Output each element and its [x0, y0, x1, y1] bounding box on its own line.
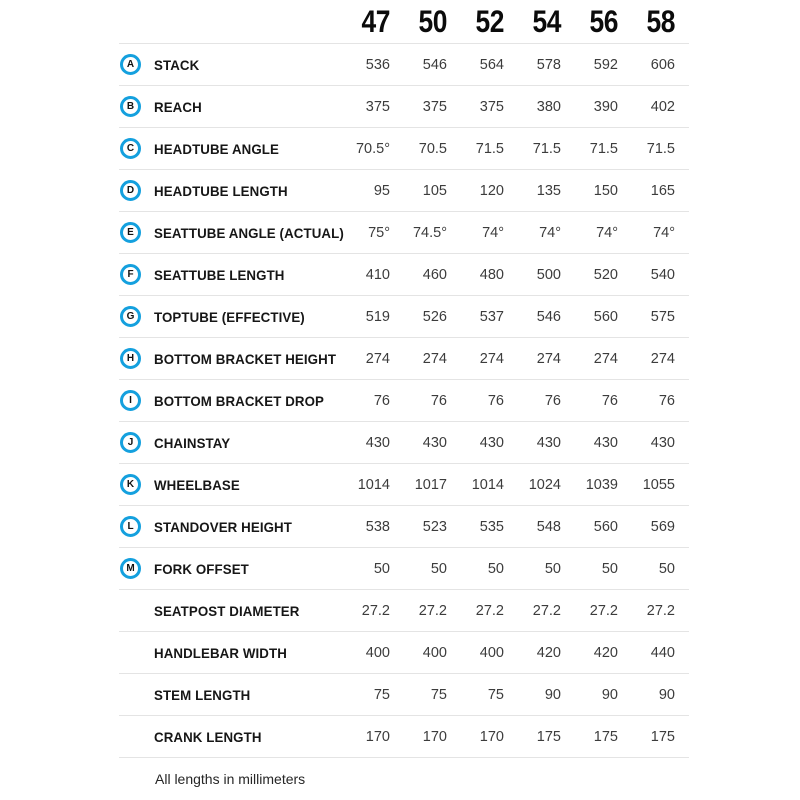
row-value: 75 [487, 686, 504, 703]
row-letter-badge: M [120, 558, 141, 579]
row-value: 274 [650, 350, 675, 367]
row-value: 90 [601, 686, 618, 703]
row-label: CRANK LENGTH [154, 728, 262, 745]
row-value: 575 [650, 308, 675, 325]
row-value: 535 [479, 518, 504, 535]
row-label: SEATTUBE ANGLE (ACTUAL) [154, 224, 344, 241]
row-label: BOTTOM BRACKET HEIGHT [154, 350, 337, 367]
size-column-header: 50 [418, 4, 447, 40]
row-value: 606 [650, 56, 675, 73]
row-letter-badge: F [120, 264, 141, 285]
size-column-header: 52 [475, 4, 504, 40]
size-column-header: 58 [646, 4, 675, 40]
row-value: 390 [593, 98, 618, 115]
row-value: 548 [536, 518, 561, 535]
row-value: 71.5 [532, 140, 561, 157]
row-value: 400 [422, 644, 447, 661]
row-label-cell [119, 726, 333, 747]
row-letter-badge: K [120, 474, 141, 495]
row-value: 150 [593, 182, 618, 199]
row-value: 74° [596, 224, 618, 241]
row-value: 135 [536, 182, 561, 199]
row-value: 27.2 [589, 602, 618, 619]
row-label-cell [119, 54, 333, 75]
row-label-cell [119, 222, 344, 243]
row-label: WHEELBASE [154, 476, 240, 493]
table-row [119, 86, 689, 128]
row-value: 560 [593, 308, 618, 325]
row-value: 546 [536, 308, 561, 325]
geometry-table [119, 0, 689, 787]
row-value: 1014 [471, 476, 504, 493]
row-value: 74° [653, 224, 675, 241]
row-value: 71.5 [646, 140, 675, 157]
row-label-cell [119, 390, 333, 411]
row-value: 74.5° [412, 224, 447, 241]
row-value: 400 [365, 644, 390, 661]
row-value: 76 [601, 392, 618, 409]
row-label-cell [119, 600, 333, 621]
row-value: 592 [593, 56, 618, 73]
row-value: 274 [593, 350, 618, 367]
row-value: 500 [536, 266, 561, 283]
row-label-cell [119, 642, 333, 663]
table-row [119, 170, 689, 212]
row-label-cell [119, 516, 333, 537]
row-value: 523 [422, 518, 447, 535]
table-row [119, 380, 689, 422]
table-row [119, 632, 689, 674]
row-value: 430 [365, 434, 390, 451]
row-value: 27.2 [532, 602, 561, 619]
row-value: 70.5 [418, 140, 447, 157]
row-value: 90 [544, 686, 561, 703]
row-value: 90 [658, 686, 675, 703]
row-value: 430 [650, 434, 675, 451]
row-label: REACH [154, 98, 202, 115]
row-label: SEATPOST DIAMETER [154, 602, 300, 619]
row-value: 71.5 [475, 140, 504, 157]
row-value: 175 [650, 728, 675, 745]
table-row [119, 422, 689, 464]
row-value: 75 [373, 686, 390, 703]
row-value: 175 [593, 728, 618, 745]
table-row [119, 590, 689, 632]
footnote: All lengths in millimeters [155, 771, 306, 787]
row-value: 27.2 [361, 602, 390, 619]
row-value: 76 [658, 392, 675, 409]
table-row [119, 674, 689, 716]
row-label: STACK [154, 56, 200, 73]
row-value: 27.2 [475, 602, 504, 619]
row-value: 50 [601, 560, 618, 577]
row-value: 375 [479, 98, 504, 115]
row-value: 430 [422, 434, 447, 451]
row-value: 1055 [642, 476, 675, 493]
row-value: 375 [365, 98, 390, 115]
row-label-cell [119, 348, 337, 369]
row-label: CHAINSTAY [154, 434, 231, 451]
row-label-cell [119, 138, 333, 159]
row-label-cell [119, 432, 333, 453]
row-value: 410 [365, 266, 390, 283]
row-letter-badge: A [120, 54, 141, 75]
row-value: 440 [650, 644, 675, 661]
table-row [119, 338, 689, 380]
row-label-cell [119, 684, 333, 705]
row-label: SEATTUBE LENGTH [154, 266, 285, 283]
row-value: 50 [544, 560, 561, 577]
row-value: 536 [365, 56, 390, 73]
row-letter-badge: D [120, 180, 141, 201]
row-value: 76 [373, 392, 390, 409]
row-value: 74° [482, 224, 504, 241]
row-value: 27.2 [418, 602, 447, 619]
row-letter-badge: B [120, 96, 141, 117]
row-value: 50 [487, 560, 504, 577]
row-label-cell [119, 474, 333, 495]
row-label: FORK OFFSET [154, 560, 249, 577]
row-label: BOTTOM BRACKET DROP [154, 392, 325, 409]
row-value: 170 [479, 728, 504, 745]
row-value: 274 [536, 350, 561, 367]
row-letter-badge: H [120, 348, 141, 369]
row-value: 520 [593, 266, 618, 283]
row-value: 560 [593, 518, 618, 535]
row-value: 74° [539, 224, 561, 241]
row-value: 71.5 [589, 140, 618, 157]
size-column-header: 56 [589, 4, 618, 40]
row-value: 380 [536, 98, 561, 115]
row-value: 400 [479, 644, 504, 661]
row-value: 537 [479, 308, 504, 325]
row-label: TOPTUBE (EFFECTIVE) [154, 308, 305, 325]
row-value: 564 [479, 56, 504, 73]
table-row [119, 212, 689, 254]
row-value: 1039 [585, 476, 618, 493]
row-value: 420 [536, 644, 561, 661]
row-value: 50 [658, 560, 675, 577]
table-row [119, 128, 689, 170]
row-label: STEM LENGTH [154, 686, 251, 703]
row-label-cell [119, 558, 333, 579]
row-value: 274 [422, 350, 447, 367]
table-row [119, 548, 689, 590]
row-value: 274 [365, 350, 390, 367]
row-label: HEADTUBE ANGLE [154, 140, 279, 157]
row-value: 430 [593, 434, 618, 451]
row-value: 480 [479, 266, 504, 283]
row-label-cell [119, 96, 333, 117]
row-value: 526 [422, 308, 447, 325]
row-value: 375 [422, 98, 447, 115]
table-row [119, 464, 689, 506]
row-value: 578 [536, 56, 561, 73]
row-value: 76 [430, 392, 447, 409]
row-value: 75° [368, 224, 390, 241]
row-value: 27.2 [646, 602, 675, 619]
row-label: HEADTUBE LENGTH [154, 182, 288, 199]
row-value: 76 [544, 392, 561, 409]
row-value: 420 [593, 644, 618, 661]
row-value: 430 [479, 434, 504, 451]
row-label: HANDLEBAR WIDTH [154, 644, 287, 661]
row-label-cell [119, 264, 333, 285]
row-letter-badge: G [120, 306, 141, 327]
row-value: 540 [650, 266, 675, 283]
size-column-header: 47 [361, 4, 390, 40]
table-row [119, 716, 689, 758]
row-value: 569 [650, 518, 675, 535]
row-letter-badge: E [120, 222, 141, 243]
table-body [119, 44, 689, 758]
row-value: 165 [650, 182, 675, 199]
row-value: 546 [422, 56, 447, 73]
row-value: 175 [536, 728, 561, 745]
row-value: 402 [650, 98, 675, 115]
row-value: 274 [479, 350, 504, 367]
row-value: 460 [422, 266, 447, 283]
row-letter-badge: J [120, 432, 141, 453]
row-value: 519 [365, 308, 390, 325]
row-value: 50 [373, 560, 390, 577]
row-value: 1017 [414, 476, 447, 493]
size-column-header: 54 [532, 4, 561, 40]
table-row [119, 296, 689, 338]
row-value: 430 [536, 434, 561, 451]
table-row [119, 506, 689, 548]
row-value: 76 [487, 392, 504, 409]
header-row [119, 0, 689, 44]
row-letter-badge: C [120, 138, 141, 159]
row-value: 170 [422, 728, 447, 745]
row-value: 95 [373, 182, 390, 199]
row-value: 1014 [357, 476, 390, 493]
row-letter-badge: L [120, 516, 141, 537]
row-value: 70.5° [355, 140, 390, 157]
row-value: 105 [422, 182, 447, 199]
row-value: 120 [479, 182, 504, 199]
row-value: 538 [365, 518, 390, 535]
row-value: 50 [430, 560, 447, 577]
row-value: 170 [365, 728, 390, 745]
row-label: STANDOVER HEIGHT [154, 518, 292, 535]
row-label-cell [119, 306, 333, 327]
row-value: 75 [430, 686, 447, 703]
table-row [119, 44, 689, 86]
row-value: 1024 [528, 476, 561, 493]
table-row [119, 254, 689, 296]
row-label-cell [119, 180, 333, 201]
row-letter-badge: I [120, 390, 141, 411]
